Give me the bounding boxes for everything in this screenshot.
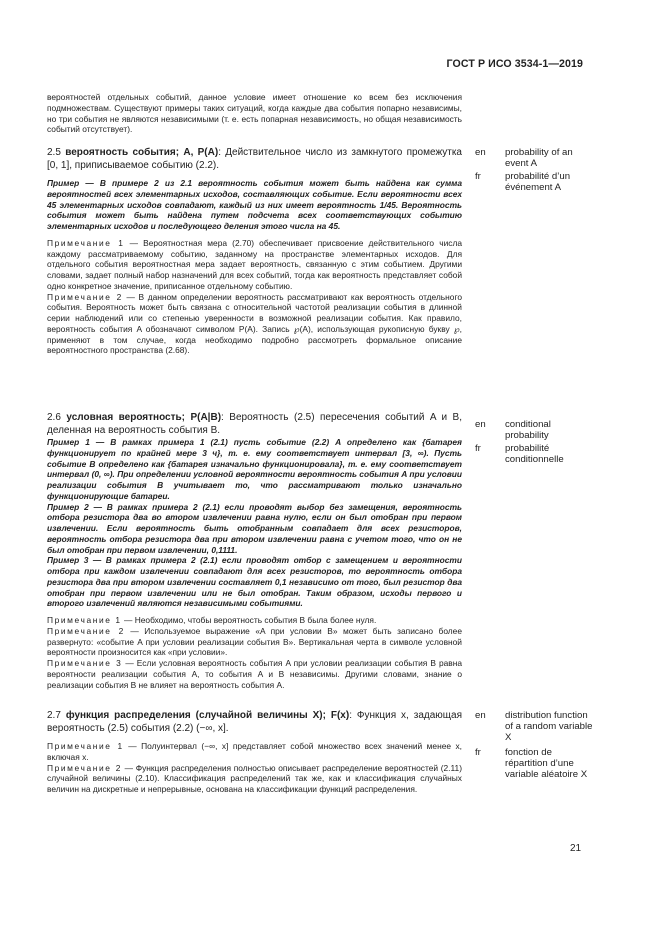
note-label: Примечание 2 [47,762,122,773]
note-text: — Функция распределения полностью описывает распределение вероятностей (2.11) случайной величины (2.10). Классификация распределений так же, как и классификация случайных величин на дискретные и непрерывные, основана на классификации функций распределения. [47,762,462,794]
term-definition [47,411,462,437]
note-2 [47,626,462,658]
side-term-text: fonction de répartition d’une variable aléatoire X [505,747,588,780]
example-2: Пример 2 — В рамках примера 2 (2.1) если проводят выбор без замещения, вероятность отбора резистора два во втором извлечении равна нулю, если он был отобран при первом извлечении. Если вероятность быть отобранным совпадает для всех резисторов, вероятность отбора резистора два при втором извлечении равна с учетом того, что он не был отобран при первом извлечении, 0,1111. [47,501,462,555]
note-2 [47,292,462,357]
side-terms-2-7 [475,710,595,780]
lang-code: en [475,710,486,721]
term-def: : Вероятность (2.5) пересечения событий A и B, деленная на вероятность события B. [47,412,463,436]
intro-paragraph [47,92,462,135]
note-3 [47,658,462,690]
term-number: 2.7 [47,710,61,721]
document-header: ГОСТ Р ИСО 3534-1—2019 [446,58,583,70]
side-terms-2-5 [475,147,595,193]
note-label: Примечание 1 [47,615,122,625]
note-text: — В данном определении вероятность рассматривают как вероятность отдельного события. Вероятность может быть связана с относительной частотой реализации события в длинной серии наблюдений или со степенью уверенности в возможной реализации события. Как правило, вероятность события A обозначают символом P(A). Запись ℘(A), использующая рукописную букву ℘, применяют в том случае, когда необходимо подробно рассмотреть формальное описание вероятностного пространства (2.68). [47,291,462,356]
lang-code: fr [475,171,481,182]
lang-code: en [475,147,486,158]
side-term-fr [475,443,595,465]
side-term-en [475,419,595,441]
term-definition [47,709,462,735]
note-text: — Полуинтервал (−∞, x] представляет собой множество всех значений менее x, включая x. [47,741,462,762]
intro-text: вероятностей отдельных событий, данное условие имеет отношение ко всем без исключения подмножествам. Существуют примеры таких ситуаций, когда каждые два события попарно независимы, но три события не являются независимыми (т. е. есть попарная независимость, но общая независимость событий отсутствует). [47,92,462,135]
note-label: Примечание 2 [47,625,125,636]
term-def: : Функция x, задающая вероятность (2.5) события (2.2) (−∞, x]. [47,710,462,734]
term-number: 2.6 [47,412,61,423]
note-label: Примечание 3 [47,658,123,668]
example-1: Пример 1 — В рамках примера 1 (2.1) пусть событие (2.2) A определено как {батарея функционирует по крайней мере 3 ч}, т. е. ему соответствует интервал [3, ∞). Пусть событие B определено как {батарея изначально функционировала}, т. е. ему соответствует интервал (0, ∞). При определении условной вероятности вероятность события A при условии реализации события B учитывает то, что рассматривают только изначально функционирующие батареи. [47,437,462,501]
note-label: Примечание 2 [47,291,123,302]
section-2-7 [47,709,462,795]
side-term-en [475,710,595,743]
side-term-fr [475,171,595,193]
note-2 [47,763,462,795]
example-3: Пример 3 — В рамках примера 2 (2.1) если проводят отбор с замещением и вероятности отбора при каждом извлечении совпадают для всех резисторов, то вероятность отбора резистора два при втором извлечении составляет 0,1 независимо от того, был резистор два отобран при первом извлечении или не был отобран. Таким образом, исходы первого и второго извлечений являются независимыми событиями. [47,555,462,609]
note-1 [47,741,462,763]
term-name: вероятность события; A, P(A) [65,147,219,158]
side-term-text: probability of an event A [505,147,573,169]
lang-code: fr [475,747,481,758]
example: Пример — В примере 2 из 2.1 вероятность события может быть найдена как сумма вероятностей всех элементарных исходов, составляющих событие. Если вероятности всех 45 элементарных исходов совпадают, каждый из них имеет вероятность 1/45. Вероятность события может быть найдена путем подсчета всех соответствующих событию элементарных исходов и последующего деления этого числа на 45. [47,178,462,231]
term-name: функция распределения (случайной величины X); F(x) [65,710,350,721]
note-text: — Используемое выражение «A при условии B» может быть записано более развернуто: «событие A при условии реализации события B». Вертикальная черта в символе условной вероятности произносится как «при условии». [47,625,462,658]
note-text: — Вероятностная мера (2.70) обеспечивает присвоение действительного числа каждому рассматриваемому событию, заданному на пространстве элементарных исходов. Для отдельного события вероятностная мера задает вероятность, связанную с этим событием. Другими словами, задает полный набор назначений для всех событий, тогда как вероятность представляет собой одно конкретное значение, приписанное отдельному событию. [47,237,462,291]
section-2-6 [47,411,462,690]
term-definition [47,146,462,172]
side-term-fr [475,747,595,780]
side-term-text: probabilité conditionnelle [505,443,564,465]
term-name: условная вероятность; P(A|B) [66,412,222,423]
lang-code: en [475,419,486,430]
side-term-en [475,147,595,169]
side-term-text: distribution function of a random variable X [505,710,593,743]
term-number: 2.5 [47,147,61,158]
note-text: — Необходимо, чтобы вероятность события B была более нуля. [121,615,377,625]
section-2-5 [47,146,462,356]
side-terms-2-6 [475,419,595,465]
page-number: 21 [570,843,582,854]
note-label: Примечание 1 [47,741,124,751]
side-term-text: conditional probability [505,419,551,441]
side-term-text: probabilité d’un événement A [505,171,571,193]
lang-code: fr [475,443,481,454]
note-text: — Если условная вероятность события A при условии реализации события B равна вероятности реализации события A, то события A и B независимы. Другими словами, знание о реализации события B не влияет на вероятность события A. [47,658,462,690]
note-label: Примечание 1 [47,237,125,248]
term-def: : Действительное число из замкнутого промежутка [0, 1], приписываемое событию (2.2). [47,147,462,171]
note-1 [47,238,462,292]
note-1 [47,615,462,626]
